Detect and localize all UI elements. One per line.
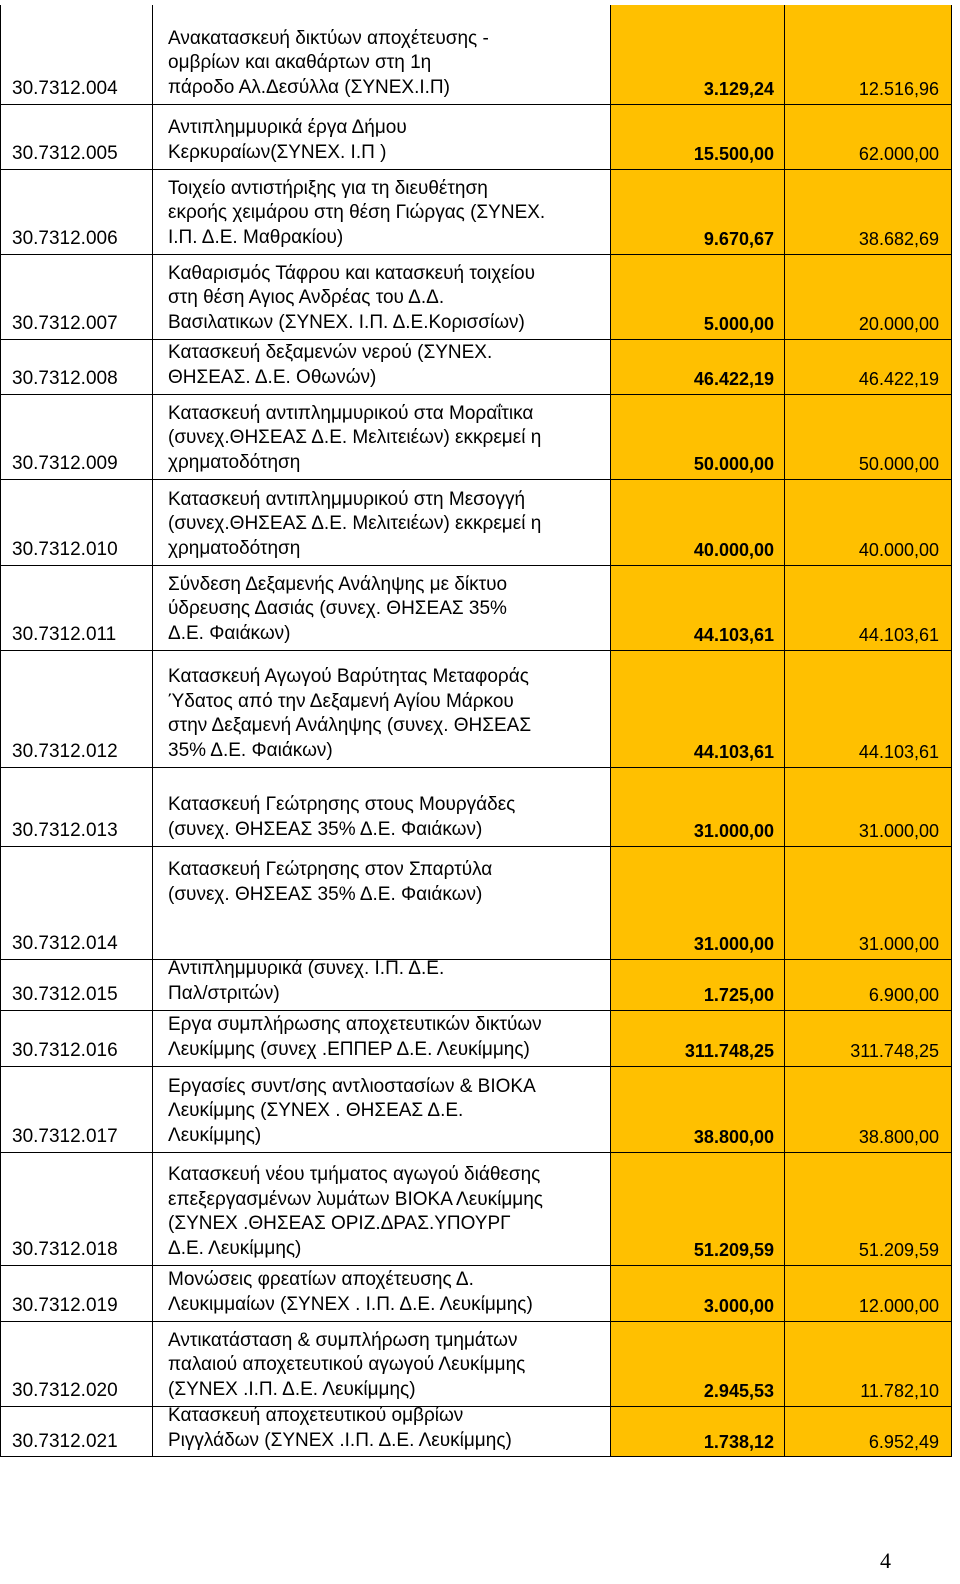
table-row [0, 170, 952, 254]
row-code: 30.7312.013 [12, 820, 118, 841]
row-description: Κατασκευή Αγωγού Βαρύτητας Μεταφοράς Ύδατος από την Δεξαμενή Αγίου Μάρκου στην Δεξαμενή Ανάληψης (συνεχ. ΘΗΣΕΑΣ 35% Δ.Ε. Φαιάκων) [168, 666, 532, 761]
row-description: Κατασκευή Γεώτρησης στους Μουργάδες (συνεχ. ΘΗΣΕΑΣ 35% Δ.Ε. Φαιάκων) [168, 794, 516, 840]
table-row [0, 1322, 952, 1406]
row-value-b: 31.000,00 [858, 934, 939, 954]
row-value-b: 12.516,96 [858, 79, 939, 99]
row-value-b: 20.000,00 [858, 314, 939, 334]
row-code: 30.7312.007 [12, 313, 118, 334]
table-row [0, 960, 952, 1010]
row-value-b: 46.422,19 [858, 369, 939, 389]
row-value-a: 311.748,25 [684, 1041, 774, 1061]
row-value-a: 44.103,61 [693, 742, 774, 762]
row-value-a: 2.945,53 [703, 1381, 774, 1401]
row-code: 30.7312.010 [12, 539, 118, 560]
row-code: 30.7312.021 [12, 1431, 118, 1452]
row-value-b: 51.209,59 [858, 1240, 939, 1260]
row-value-b: 38.800,00 [858, 1127, 939, 1147]
row-value-a: 40.000,00 [693, 540, 774, 560]
row-value-a: 5.000,00 [703, 314, 774, 334]
row-description: Κατασκευή Γεώτρησης στον Σπαρτύλα (συνεχ. ΘΗΣΕΑΣ 35% Δ.Ε. Φαιάκων) [168, 859, 493, 905]
row-description: Κατασκευή αντιπλημμυρικού στη Μεσογγή (συνεχ.ΘΗΣΕΑΣ Δ.Ε. Μελιτειέων) εκκρεμεί η χρηματοδότηση [168, 488, 542, 559]
row-description: Εργα συμπλήρωσης αποχετευτικών δικτύων Λευκίμμης (συνεχ .ΕΠΠΕΡ Δ.Ε. Λευκίμμης) [168, 1014, 542, 1060]
row-value-a: 46.422,19 [693, 369, 774, 389]
row-value-a: 15.500,00 [693, 144, 774, 164]
row-code: 30.7312.014 [12, 933, 118, 954]
table-row [0, 651, 952, 767]
row-description: Καθαρισμός Τάφρου και κατασκευή τοιχείου στη θέση Αγιος Ανδρέας του Δ.Δ. Βασιλατικων (ΣΥΝΕΧ. Ι.Π. Δ.Ε.Κορισσίων) [168, 262, 536, 333]
row-value-b: 40.000,00 [858, 540, 939, 560]
row-value-b: 62.000,00 [858, 144, 939, 164]
row-description: Εργασίες συντ/σης αντλιοστασίων & ΒΙΟΚΑ Λευκίμμης (ΣΥΝΕΧ . ΘΗΣΕΑΣ Δ.Ε. Λευκίμμης) [168, 1075, 536, 1146]
table-bottom-border [0, 1456, 952, 1457]
row-description: Μονώσεις φρεατίων αποχέτευσης Δ. Λευκιμμαίων (ΣΥΝΕΧ . Ι.Π. Δ.Ε. Λευκίμμης) [168, 1269, 533, 1315]
row-code: 30.7312.019 [12, 1295, 118, 1316]
row-code: 30.7312.012 [12, 741, 118, 762]
row-code: 30.7312.006 [12, 228, 118, 249]
row-value-a: 31.000,00 [693, 934, 774, 954]
table-row [0, 5, 952, 104]
row-value-b: 11.782,10 [860, 1381, 939, 1401]
row-code: 30.7312.004 [12, 78, 118, 99]
row-value-a: 3.129,24 [703, 79, 774, 99]
table-row [0, 847, 952, 959]
row-value-b: 50.000,00 [858, 454, 939, 474]
row-description: Κατασκευή αντιπλημμυρικού στα Μοραΐτικα (συνεχ.ΘΗΣΕΑΣ Δ.Ε. Μελιτειέων) εκκρεμεί η χρηματοδότηση [168, 402, 542, 473]
row-value-a: 1.725,00 [703, 985, 774, 1005]
row-description: Ανακατασκευή δικτύων αποχέτευσης - ομβρίων και ακαθάρτων στη 1η πάροδο Αλ.Δεσύλλα (ΣΥΝΕΧ.Ι.Π) [168, 27, 489, 98]
row-value-b: 31.000,00 [858, 821, 939, 841]
row-value-a: 3.000,00 [703, 1296, 774, 1316]
table-row [0, 105, 952, 169]
row-value-b: 38.682,69 [858, 229, 939, 249]
row-description: Σύνδεση Δεξαμενής Ανάληψης με δίκτυο ύδρευσης Δασιάς (συνεχ. ΘΗΣΕΑΣ 35% Δ.Ε. Φαιάκων) [168, 573, 508, 644]
row-value-b: 44.103,61 [858, 742, 939, 762]
table-row [0, 1407, 952, 1457]
row-value-a: 9.670,67 [703, 229, 774, 249]
row-description: Τοιχείο αντιστήριξης για τη διευθέτηση εκροής χειμάρου στη θέση Γιώργας (ΣΥΝΕΧ. Ι.Π. Δ.Ε. Μαθρακίου) [168, 177, 546, 248]
table-row [0, 1011, 952, 1066]
table-row [0, 1067, 952, 1152]
row-code: 30.7312.018 [12, 1239, 118, 1260]
row-value-b: 6.952,49 [868, 1432, 939, 1452]
row-value-a: 38.800,00 [693, 1127, 774, 1147]
row-value-b: 44.103,61 [858, 625, 939, 645]
page-number: 4 [880, 1548, 891, 1573]
table-row [0, 255, 952, 339]
table-row [0, 1266, 952, 1321]
row-code: 30.7312.011 [12, 624, 117, 645]
table-row [0, 395, 952, 479]
row-value-a: 31.000,00 [693, 821, 774, 841]
row-value-b: 311.748,25 [850, 1041, 939, 1061]
row-value-a: 1.738,12 [703, 1432, 774, 1452]
row-description: Κατασκευή αποχετευτικού ομβρίων Ριγγλάδων (ΣΥΝΕΧ .Ι.Π. Δ.Ε. Λευκίμμης) [168, 1405, 512, 1451]
row-code: 30.7312.020 [12, 1380, 118, 1401]
row-code: 30.7312.005 [12, 143, 118, 164]
row-description: Κατασκευή δεξαμενών νερού (ΣΥΝΕΧ. ΘΗΣΕΑΣ. Δ.Ε. Οθωνών) [168, 342, 493, 388]
row-value-a: 51.209,59 [693, 1240, 774, 1260]
table-row [0, 1153, 952, 1265]
row-description: Κατασκευή νέου τμήματος αγωγού διάθεσης επεξεργασμένων λυμάτων ΒΙΟΚΑ Λευκίμμης (ΣΥΝΕΧ .ΘΗΣΕΑΣ ΟΡΙΖ.ΔΡΑΣ.ΥΠΟΥΡΓ Δ.Ε. Λευκίμμης) [168, 1164, 543, 1259]
table-row [0, 768, 952, 846]
row-code: 30.7312.017 [12, 1126, 118, 1147]
row-value-a: 44.103,61 [693, 625, 774, 645]
row-description: Αντικατάσταση & συμπλήρωση τμημάτων παλαιού αποχετευτικού αγωγού Λευκίμμης (ΣΥΝΕΧ .Ι.Π. Δ.Ε. Λευκίμμης) [168, 1329, 526, 1400]
table-row [0, 340, 952, 394]
row-code: 30.7312.009 [12, 453, 118, 474]
row-value-b: 6.900,00 [868, 985, 939, 1005]
row-value-b: 12.000,00 [858, 1296, 939, 1316]
table-row [0, 566, 952, 650]
row-code: 30.7312.008 [12, 368, 118, 389]
row-description: Αντιπλημμυρικά (συνεχ. Ι.Π. Δ.Ε. Παλ/στριτών) [168, 958, 445, 1004]
table-row [0, 480, 952, 565]
row-code: 30.7312.015 [12, 984, 118, 1005]
row-description: Αντιπλημμυρικά έργα Δήμου Κερκυραίων(ΣΥΝΕΧ. Ι.Π ) [168, 117, 407, 163]
row-value-a: 50.000,00 [693, 454, 774, 474]
row-code: 30.7312.016 [12, 1040, 118, 1061]
